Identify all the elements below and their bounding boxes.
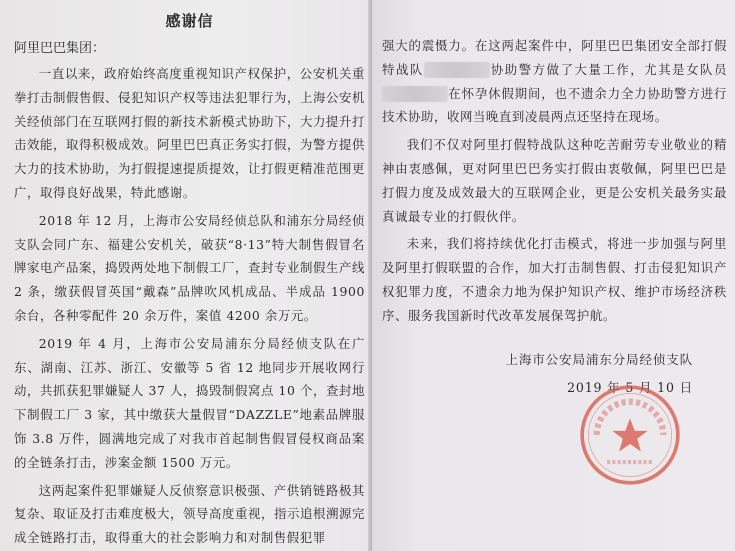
letter-page-right [372, 0, 735, 551]
paragraph-case-2018: 2018 年 12 月，上海市公安局经侦总队和浦东分局经侦支队会同广东、福建公安机关，破获“8·13”特大制售假冒名牌家电产品案，捣毁两处地下制假工厂，查封专业制假生产线 2 条，缴获假冒英国“戴森”品牌吹风机成品、半成品 1900 余台，各种零配件 20 余万件，案值 4200 余万元。 [14, 212, 365, 323]
letter-salutation: 阿里巴巴集团： [14, 41, 106, 56]
paragraph-future: 未来，我们将持续优化打击模式，将进一步加强与阿里及阿里打假联盟的合作，加大打击制售假、打击侵犯知识产权犯罪力度，不遗余力地为保护知识产权、维护市场经济秩序、服务我国新时代改革发展保驾护航。 [382, 236, 727, 323]
paragraph-continuation [382, 34, 727, 129]
paragraph-case-2019: 2019 年 4 月，上海市公安局浦东分局经侦支队在广东、湖南、江苏、浙江、安徽等 5 省 12 地同步开展收网行动，共抓获犯罪嫌疑人 37 人，捣毁制假窝点 10 个，查封地下制假工厂 3 家，其中缴获大量假冒“DAZZLE”地素品牌服饰 3.8 万件，圆满地完成了对我市首起制售假冒侵权商品案的全链条打击，涉案金额 1500 万元。 [14, 335, 365, 470]
continuation-text-1: 强大的震慑力。在这两起案件中，阿里巴巴集团安全部打假特战队 [382, 38, 727, 77]
paragraph-intro: 一直以来，政府始终高度重视知识产权保护，公安机关重拳打击制假售假、侵犯知识产权等违法犯罪行为，上海公安机关经侦部门在互联网打假的新技术新模式协助下，大力提升打击效能，取得积极成效。阿里巴巴真正务实打假，为警方提供大力的技术协助，为打假提速提质提效，让打假更精准范围更广，取得良好战果，特此感谢。 [14, 66, 365, 200]
redacted-name-2 [382, 86, 448, 102]
continuation-text-2: 协助警方做了大量工作，尤其是女队员 [489, 61, 727, 77]
redacted-name-1 [424, 62, 490, 78]
signature-date: 2019 年 5 月 10 日 [567, 379, 693, 395]
paragraph-case-difficulty: 这两起案件犯罪嫌疑人反侦察意识极强、产供销链路极其复杂、取证及打击难度极大，领导高度重视，指示追根溯源完成全链路打击，取得重大的社会影响力和对制售假犯罪 [14, 482, 365, 546]
paragraph-gratitude: 我们不仅对阿里打假特战队这种吃苦耐劳专业敬业的精神由衷感佩，更对阿里巴巴务实打假由衷敬佩，阿里巴巴是打假力度及成效最大的互联网企业，更是公安机关最务实最真诚最专业的打假伙伴。 [382, 137, 727, 224]
signature-organization: 上海市公安局浦东分局经侦支队 [505, 351, 693, 367]
continuation-text-3: 在怀孕休假期间，也不遗余力全力协助警方进行技术协助，收网当晚直到凌晨两点还坚持在现场。 [382, 85, 727, 125]
letter-title: 感谢信 [165, 12, 214, 30]
signature-block [382, 346, 727, 402]
